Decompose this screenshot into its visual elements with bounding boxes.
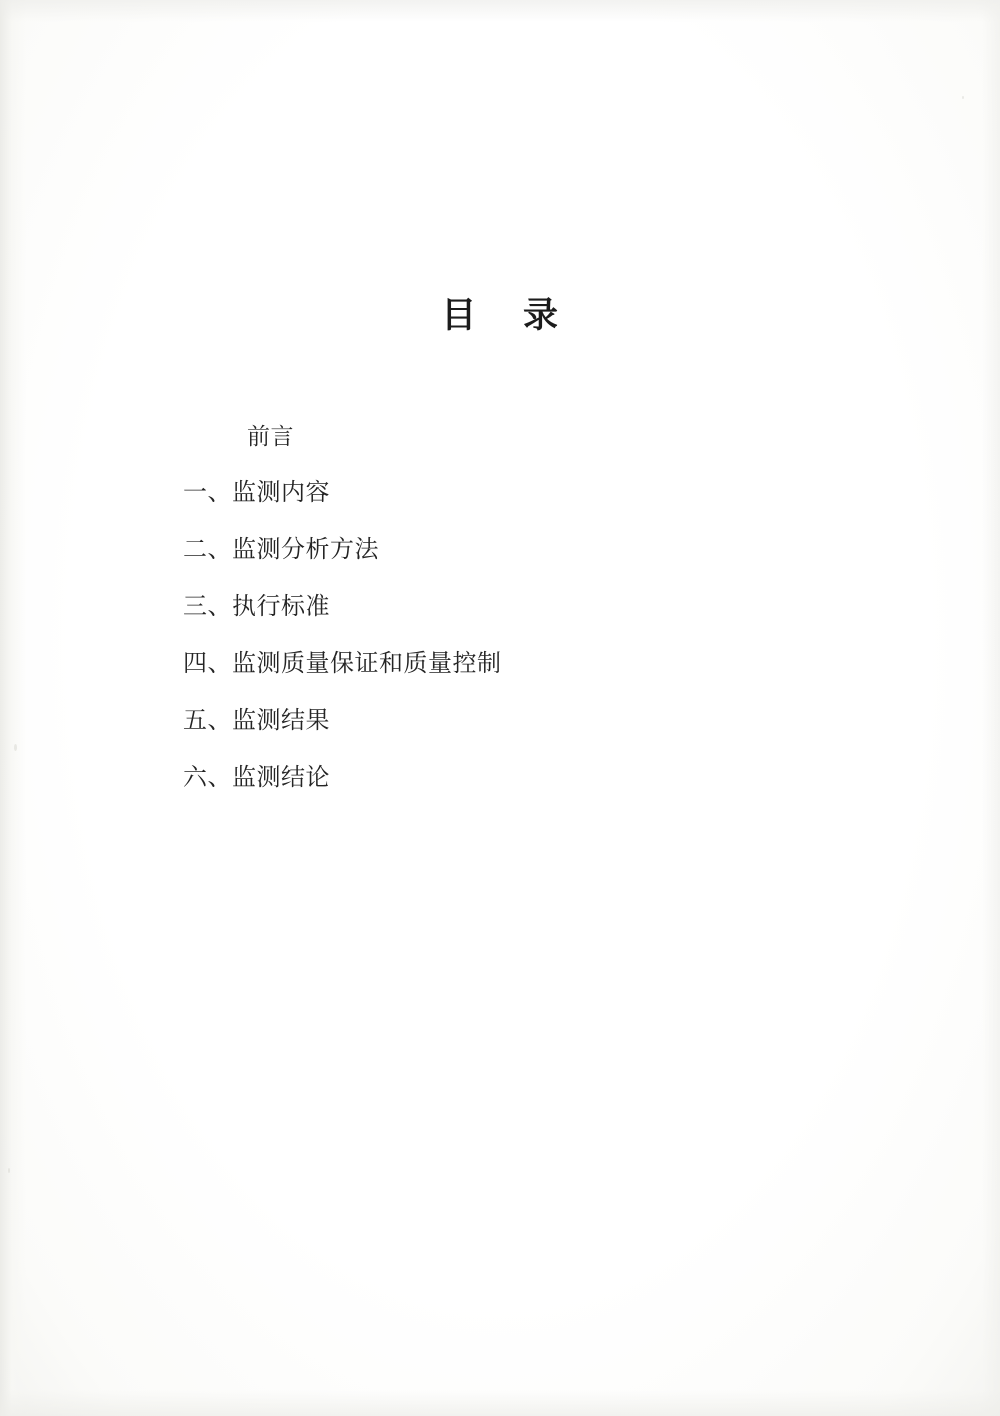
toc-item-2[interactable]: 二、监测分析方法 (183, 537, 379, 563)
page-title (0, 288, 1000, 338)
toc-item-1[interactable]: 一、监测内容 (183, 480, 330, 506)
table-of-contents (183, 408, 823, 807)
toc-item-preface[interactable]: 前言 (247, 424, 294, 449)
page-title-char-2: 录 (523, 296, 559, 335)
page-title-char-1: 目 (441, 296, 477, 335)
toc-item-3[interactable]: 三、执行标准 (183, 594, 330, 620)
toc-item-6[interactable]: 六、监测结论 (183, 765, 330, 791)
toc-item-4[interactable]: 四、监测质量保证和质量控制 (183, 651, 502, 677)
toc-item-5[interactable]: 五、监测结果 (183, 708, 330, 734)
